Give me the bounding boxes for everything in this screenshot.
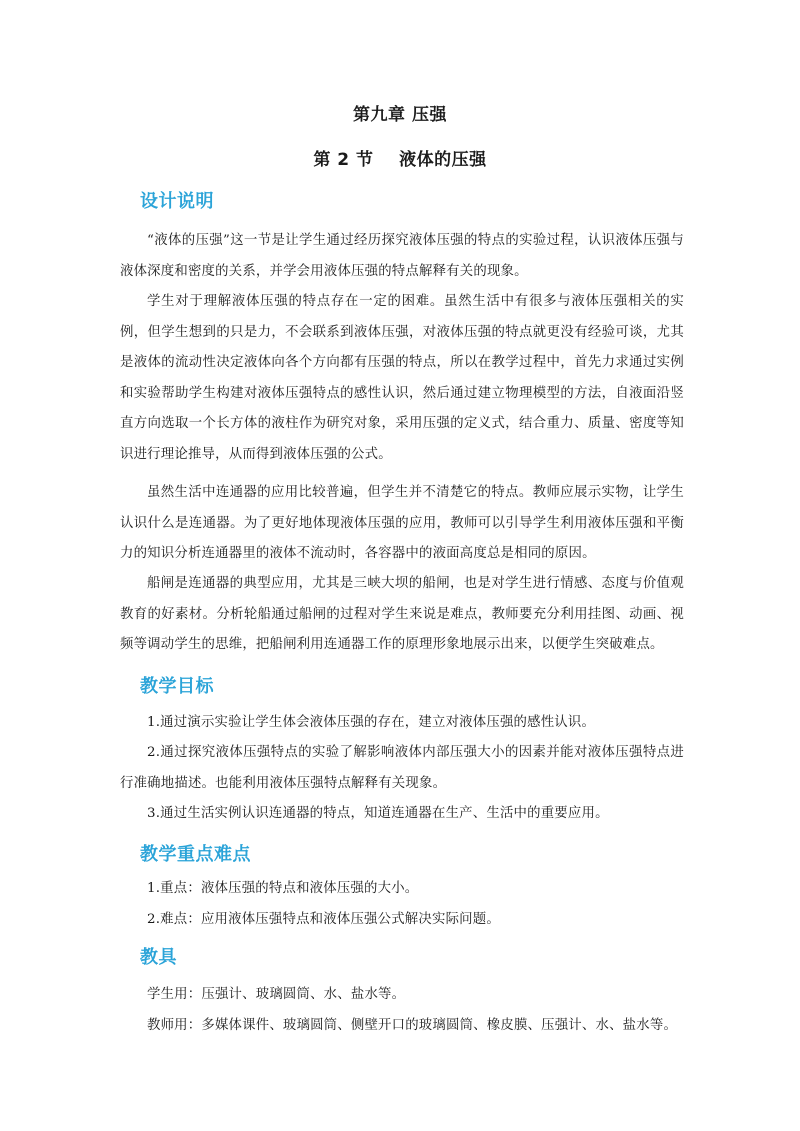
design-paragraph-2: 学生对于理解液体压强的特点存在一定的困难。虽然生活中有很多与液体压强相关的实例，但学生想到的只是力，不会联系到液体压强，对液体压强的特点就更没有经验可谈，尤其是液体的流动性决定液体向各个方向都有压强的特点，所以在教学过程中，首先力求通过实例和实验帮助学生构建对液体压强特点的感性认识，然后通过建立物理模型的方法，自液面沿竖直方向选取一个长方体的液柱作为研究对象，采用压强的定义式，结合重力、质量、密度等知识进行理论推导，从而得到液体压强的公式。 [120, 294, 684, 462]
tools-item-teacher: 教师用：多媒体课件、玻璃圆筒、侧壁开口的玻璃圆筒、橡皮膜、压强计、水、盐水等。 [147, 1018, 678, 1033]
tools-item-student: 学生用：压强计、玻璃圆筒、水、盐水等。 [147, 987, 406, 1002]
chapter-title: 第九章 压强 [353, 105, 447, 125]
goal-item-1: 1.通过演示实验让学生体会液体压强的存在，建立对液体压强的感性认识。 [147, 715, 596, 730]
goal-item-2: 2.通过探究液体压强特点的实验了解影响液体内部压强大小的因素并能对液体压强特点进行准确地描述。也能利用液体压强特点解释有关现象。 [120, 745, 684, 791]
goals-heading: 教学目标 [140, 676, 214, 697]
design-paragraph-3: 虽然生活中连通器的应用比较普遍，但学生并不清楚它的特点。教师应展示实物，让学生认识什么是连通器。为了更好地体现液体压强的应用，教师可以引导学生利用液体压强和平衡力的知识分析连通器里的液体不流动时，各容器中的液面高度总是相同的原因。 [120, 485, 684, 561]
key-point-item-2: 2.难点：应用液体压强特点和液体压强公式解决实际问题。 [147, 912, 500, 927]
tools-heading: 教具 [140, 947, 177, 968]
design-paragraph-4: 船闸是连通器的典型应用，尤其是三峡大坝的船闸，也是对学生进行情感、态度与价值观教育的好素材。分析轮船通过船闸的过程对学生来说是难点，教师要充分利用挂图、动画、视频等调动学生的思维，把船闸利用连通器工作的原理形象地展示出来，以便学生突破难点。 [120, 576, 684, 652]
design-heading: 设计说明 [140, 191, 214, 212]
design-paragraph-1: “液体的压强”这一节是让学生通过经历探究液体压强的特点的实验过程，认识液体压强与液体深度和密度的关系，并学会用液体压强的特点解释有关的现象。 [120, 233, 684, 279]
goal-item-3: 3.通过生活实例认识连通器的特点，知道连通器在生产、生活中的重要应用。 [147, 806, 609, 821]
section-title: 第 2 节 液体的压强 [313, 150, 487, 170]
key-point-item-1: 1.重点：液体压强的特点和液体压强的大小。 [147, 881, 419, 896]
key-points-heading: 教学重点难点 [140, 844, 251, 865]
